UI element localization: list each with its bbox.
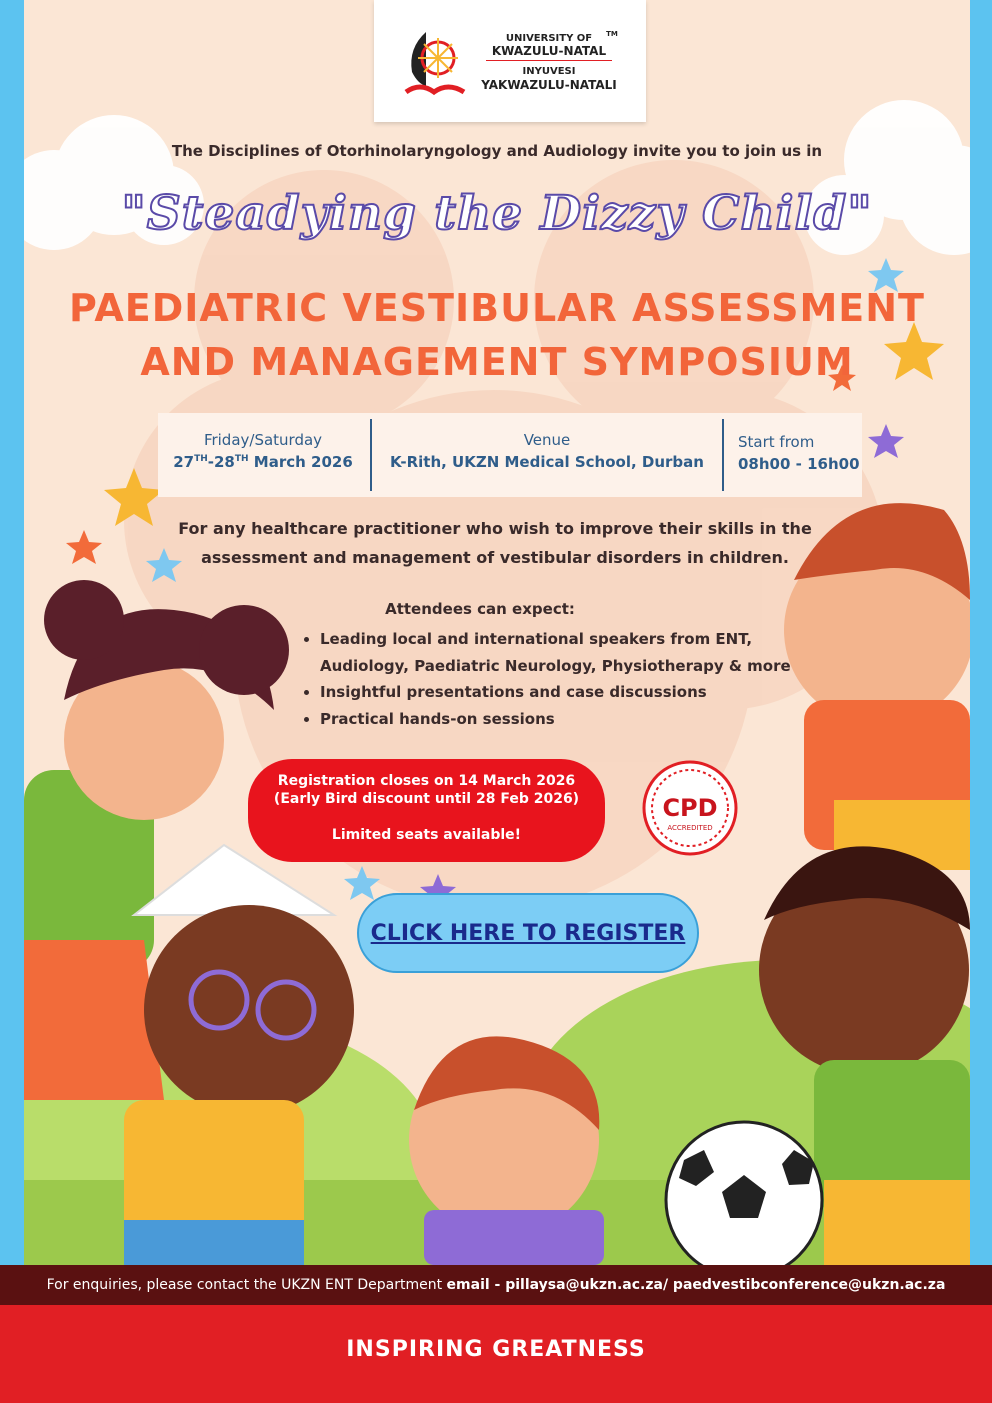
cpd-accredited-badge (642, 760, 738, 856)
logo-divider (486, 60, 612, 61)
register-button[interactable]: CLICK HERE TO REGISTER (357, 893, 699, 973)
expect-item: • Insightful presentations and case discussions (320, 679, 820, 706)
invite-text: The Disciplines of Otorhinolaryngology and Audiology invite you to join us in (171, 142, 823, 160)
poster (24, 0, 970, 1265)
enquiry-footer (0, 1265, 992, 1305)
ukzn-crest-icon (404, 28, 466, 98)
logo-line2: KWAZULU-NATAL (491, 44, 607, 58)
audience-description: For any healthcare practitioner who wish to improve their skills in the assessment and management of vestibular disorders in children. (178, 519, 812, 567)
logo-line1: UNIVERSITY OF (505, 33, 593, 44)
expect-heading: Attendees can expect: (385, 600, 575, 618)
registration-notice (248, 759, 605, 862)
limited-seats-note: Limited seats available! (331, 827, 522, 843)
tagline-footer (0, 1305, 992, 1403)
registration-close-date: Registration closes on 14 March 2026 (277, 773, 576, 789)
info-time (726, 413, 862, 497)
cpd-sub-text: ACCREDITED (667, 824, 713, 832)
tagline-text: INSPIRING GREATNESS (346, 1337, 646, 1362)
date-value: 27TH-28TH March 2026 (173, 453, 353, 471)
event-info-bar (158, 413, 862, 497)
expect-item: • Leading local and international speakers from ENT, Audiology, Paediatric Neurology, Physiotherapy & more (320, 626, 820, 679)
info-date (158, 413, 368, 497)
logo-line3: INYUVESI (522, 66, 576, 77)
venue-value: K-Rith, UKZN Medical School, Durban (390, 453, 704, 471)
headline-line1: PAEDIATRIC VESTIBULAR ASSESSMENT (69, 286, 925, 330)
university-logo (374, 0, 646, 122)
event-script-title: "Steadying the Dizzy Child" (121, 186, 873, 241)
cpd-main-text: CPD (662, 794, 718, 822)
headline-line2: AND MANAGEMENT SYMPOSIUM (140, 340, 854, 384)
enquiry-text: For enquiries, please contact the UKZN ENT Department (46, 1277, 447, 1293)
soccer-ball (666, 1122, 822, 1265)
time-value: 08h00 - 16h00 (738, 455, 860, 473)
logo-tm: TM (606, 30, 618, 38)
info-venue (372, 413, 722, 497)
venue-label: Venue (523, 431, 571, 449)
expect-list (302, 626, 820, 732)
kid-girl-center (409, 1036, 604, 1265)
expect-item: • Practical hands-on sessions (320, 706, 820, 733)
enquiry-email[interactable]: email - pillaysa@ukzn.ac.za/ paedvestibconference@ukzn.ac.za (446, 1277, 946, 1293)
time-label: Start from (738, 433, 815, 451)
date-label: Friday/Saturday (203, 431, 323, 449)
logo-line4: YAKWAZULU-NATALI (481, 78, 617, 92)
info-divider-2 (722, 419, 724, 491)
early-bird-note: (Early Bird discount until 28 Feb 2026) (273, 791, 580, 807)
